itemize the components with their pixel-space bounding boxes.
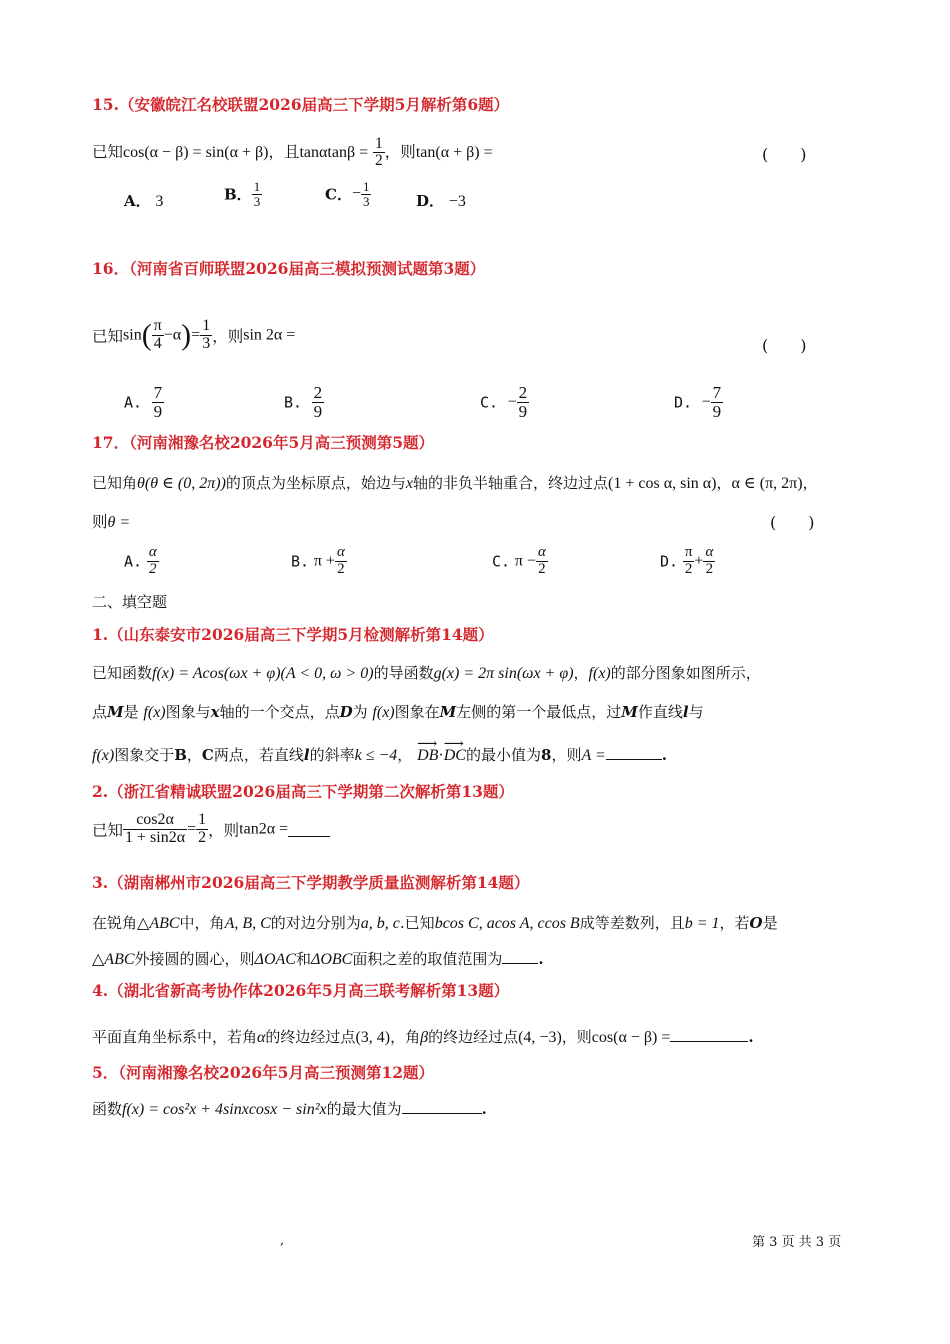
- f4-title: 4.（湖北省新高考协作体2026年5月高三联考解析第13题）: [92, 981, 510, 1000]
- q17-option-d[interactable]: D. $\frac{\pi}{2}$ + $\frac{\alpha}{2}$: [660, 544, 714, 577]
- f5-answer-blank[interactable]: [402, 1099, 482, 1114]
- q17-answer-paren: ( ): [770, 513, 815, 532]
- q17-stem-line1: 已知角θ(θ ∈ (0, 2π))的顶点为坐标原点，始边与x轴的非负半轴重合，终边过点(1 + cos α, sin α)，α ∈ (π, 2π)，: [92, 474, 818, 492]
- q15-half-fraction: $\frac{1}{2}$: [375, 135, 383, 170]
- q16-option-c[interactable]: C. − $\frac{2}{9}$: [480, 383, 528, 421]
- q15-title: 15.（安徽皖江名校联盟2026届高三下学期5月解析第6题）: [92, 95, 510, 114]
- footer-comma: ,: [280, 1233, 285, 1248]
- f1-line3: f(x)图象交于B，C两点，若直线l的斜率k ≤ −4， ⟶ DB·⟶ DC的最小值为8，则A = .: [92, 744, 667, 765]
- q15-stem: 已知cos(α − β) = sin(α + β)，且tanαtanβ = $\frac{1}{2}$ ，则tan(α + β) =: [92, 135, 493, 170]
- f2-title: 2.（浙江省精诚联盟2026届高三下学期第二次解析第13题）: [92, 782, 514, 801]
- q17-option-b[interactable]: B. π + $\frac{\alpha}{2}$: [291, 544, 345, 577]
- q16-answer-paren: ( ): [762, 336, 807, 355]
- q15-option-a[interactable]: A． 3: [124, 192, 164, 210]
- q17-stem-line2: 则θ =: [92, 513, 131, 531]
- q15-option-c[interactable]: C．− $\frac{1}{3}$: [325, 179, 370, 209]
- f1-line1: 已知函数f(x) = Acos(ωx + φ)(A < 0, ω > 0)的导函数g(x) = 2π sin(ωx + φ)，f(x)的部分图象如图所示，: [92, 664, 761, 682]
- q16-option-b[interactable]: B. $\frac{2}{9}$: [284, 383, 323, 421]
- f1-line2: 点M是 f(x)图象与x轴的一个交点，点D为 f(x)图象在M左侧的第一个最低点，过M作直线l与: [92, 703, 704, 721]
- section-fill-in-blank: 二、填空题: [92, 593, 168, 611]
- f3-line2: △ABC外接圆的圆心，则ΔOAC和ΔOBC面积之差的取值范围为 .: [92, 950, 544, 968]
- f3-line1: 在锐角△ABC中，角A, B, C的对边分别为a, b, c.已知bcos C, acos A, ccos B成等差数列，且b = 1，若O是: [92, 914, 778, 932]
- f3-title: 3.（湖南郴州市2026届高三下学期教学质量监测解析第14题）: [92, 873, 530, 892]
- vector-db: ⟶ DB: [417, 747, 438, 765]
- f5-title: 5．（河南湘豫名校2026年5月高三预测第12题）: [92, 1063, 435, 1082]
- page-number: 第 3 页 共 3 页: [752, 1235, 842, 1250]
- f5-stem: 函数f(x) = cos²x + 4sinxcosx − sin²x的最大值为 .: [92, 1100, 487, 1118]
- q17-option-c[interactable]: C. π − $\frac{\alpha}{2}$: [492, 544, 546, 577]
- q16-title: 16．（河南省百师联盟2026届高三模拟预测试题第3题）: [92, 259, 486, 278]
- q16-option-a[interactable]: A. $\frac{7}{9}$: [124, 383, 163, 421]
- vector-dc: ⟶ DC: [444, 747, 466, 765]
- q17-option-a[interactable]: A. $\frac{\alpha}{2}$: [124, 544, 157, 577]
- q15-option-b[interactable]: B． $\frac{1}{3}$: [224, 179, 261, 209]
- q15-option-d[interactable]: D． −3: [416, 192, 466, 210]
- f4-stem: 平面直角坐标系中，若角α的终边经过点(3, 4)，角β的终边经过点(4, −3)，则cos(α − β) = .: [92, 1028, 754, 1046]
- f2-answer-blank[interactable]: [288, 822, 330, 837]
- f4-answer-blank[interactable]: [670, 1027, 748, 1042]
- f3-answer-blank[interactable]: [502, 949, 538, 964]
- q16-stem: 已知sin( $\frac{\pi}{4}$ −α)= $\frac{1}{3}$ ，则sin 2α =: [92, 317, 296, 352]
- q15-answer-paren: ( ): [762, 145, 807, 164]
- f1-answer-blank[interactable]: [606, 745, 662, 760]
- f1-title: 1.（山东泰安市2026届高三下学期5月检测解析第14题）: [92, 625, 494, 644]
- f2-stem: 已知 $\frac{\cos 2\alpha}{1 + \sin 2\alpha}$ = $\frac{1}{2}$ ，则tan2α =: [92, 812, 330, 847]
- q17-title: 17．（河南湘豫名校2026年5月高三预测第5题）: [92, 433, 435, 452]
- q16-option-d[interactable]: D. − $\frac{7}{9}$: [674, 383, 722, 421]
